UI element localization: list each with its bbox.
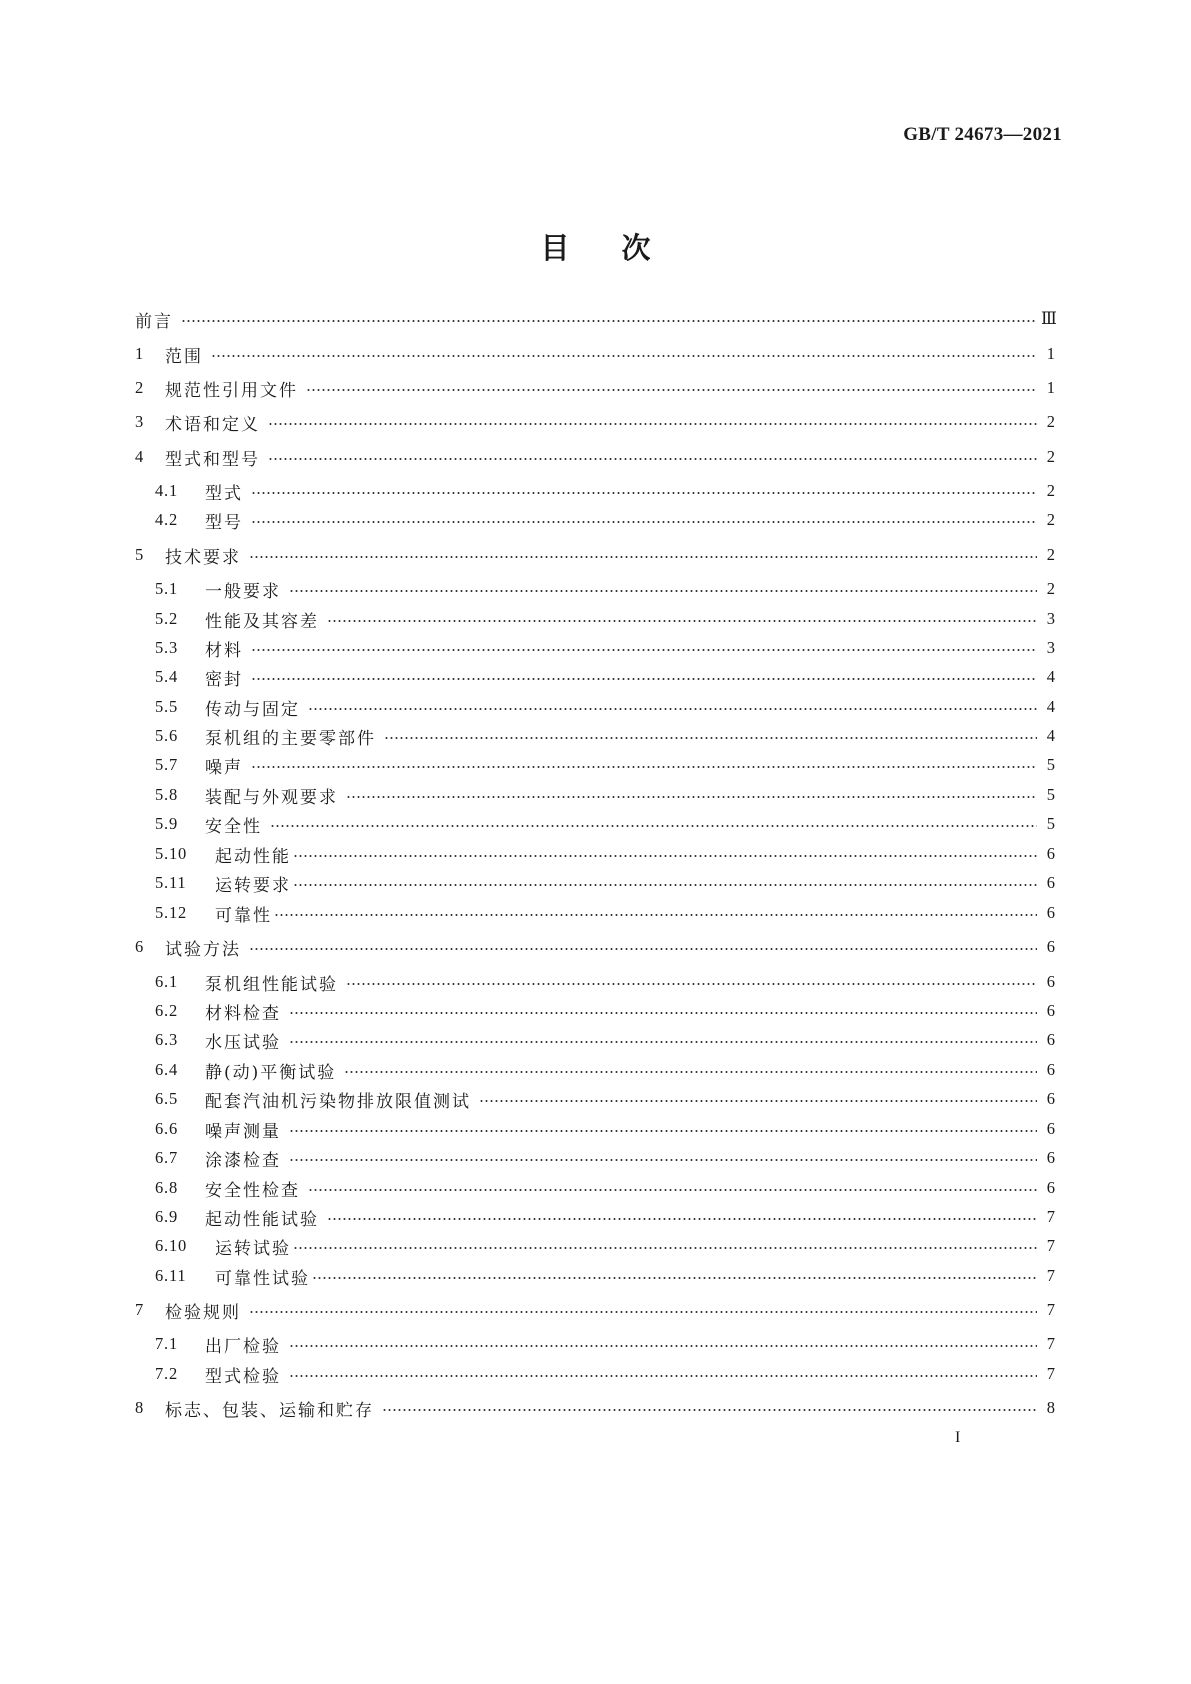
- dot-leader: [251, 649, 1037, 651]
- toc-entry-label: 一般要求: [205, 581, 281, 602]
- dot-leader: [249, 1311, 1037, 1313]
- toc-entry[interactable]: [155, 606, 1055, 632]
- toc-entry-number: 6.1: [155, 972, 179, 991]
- toc-entry-number: 3: [135, 412, 145, 431]
- toc-entry-number: 6.3: [155, 1030, 179, 1049]
- toc-entry-number: 7.2: [155, 1364, 179, 1383]
- toc-entry[interactable]: [155, 1233, 1055, 1259]
- toc-entry-label: 范围: [165, 346, 203, 367]
- dot-leader: [308, 708, 1037, 710]
- toc-entry[interactable]: [135, 341, 1055, 367]
- toc-entry[interactable]: [155, 900, 1055, 926]
- toc-entry-label: 泵机组性能试验: [205, 974, 338, 995]
- toc-entry-page: 6: [1046, 1001, 1055, 1020]
- dot-leader: [249, 948, 1037, 950]
- toc-entry-number: 5.4: [155, 667, 179, 686]
- toc-entry-number: 6.6: [155, 1119, 179, 1138]
- toc-entry-label: 起动性能试验: [205, 1209, 319, 1230]
- toc-entry[interactable]: [135, 375, 1055, 401]
- toc-entry[interactable]: [155, 635, 1055, 661]
- toc-entry[interactable]: [155, 478, 1055, 504]
- toc-entry-number: 5.8: [155, 785, 179, 804]
- toc-entry[interactable]: [155, 694, 1055, 720]
- toc-entry-number: 8: [135, 1398, 145, 1417]
- dot-leader: [289, 1012, 1037, 1014]
- toc-entry-label: 密封: [205, 669, 243, 690]
- toc-entry[interactable]: [155, 1263, 1055, 1289]
- toc-entry-number: 4.2: [155, 510, 179, 529]
- toc-entry-label: 术语和定义: [165, 414, 260, 435]
- toc-entry-label: 安全性检查: [205, 1180, 300, 1201]
- toc-entry-label: 传动与固定: [205, 699, 300, 720]
- toc-entry-page: Ⅲ: [1041, 309, 1057, 328]
- toc-entry[interactable]: [155, 752, 1055, 778]
- toc-entry-label: 型式和型号: [165, 449, 260, 470]
- toc-entry-number: 6.2: [155, 1001, 179, 1020]
- toc-entry[interactable]: [155, 1145, 1055, 1171]
- toc-entry-page: 5: [1046, 755, 1055, 774]
- toc-entry-label: 材料检查: [205, 1003, 281, 1024]
- dot-leader: [211, 355, 1037, 357]
- dot-leader: [293, 855, 1037, 857]
- toc-entry-label: 涂漆检查: [205, 1150, 281, 1171]
- toc-entry[interactable]: [155, 1116, 1055, 1142]
- toc-entry-number: 5.9: [155, 814, 179, 833]
- toc-entry[interactable]: [135, 306, 1055, 332]
- toc-entry-label: 噪声测量: [205, 1121, 281, 1142]
- dot-leader: [346, 983, 1037, 985]
- toc-entry-page: 8: [1046, 1398, 1055, 1417]
- dot-leader: [249, 556, 1037, 558]
- toc-title: 目次: [540, 231, 703, 265]
- toc-entry-number: 6.11: [155, 1266, 187, 1285]
- dot-leader: [346, 796, 1037, 798]
- toc-entry-label: 配套汽油机污染物排放限值测试: [205, 1091, 471, 1112]
- toc-entry-number: 6.8: [155, 1178, 179, 1197]
- dot-leader: [293, 884, 1037, 886]
- toc-entry-label: 前言: [135, 311, 173, 332]
- toc-entry-page: 7: [1046, 1300, 1055, 1319]
- toc-entry-number: 5.6: [155, 726, 179, 745]
- toc-entry[interactable]: [155, 969, 1055, 995]
- toc-entry-number: 4.1: [155, 481, 179, 500]
- toc-entry[interactable]: [135, 934, 1055, 960]
- toc-entry-page: 6: [1046, 873, 1055, 892]
- toc-entry-number: 5.7: [155, 755, 179, 774]
- toc-entry-label: 噪声: [205, 757, 243, 778]
- toc-entry[interactable]: [155, 998, 1055, 1024]
- toc-entry-label: 出厂检验: [205, 1336, 281, 1357]
- dot-leader: [308, 1189, 1037, 1191]
- toc-entry-page: 6: [1046, 1060, 1055, 1079]
- toc-entry-label: 检验规则: [165, 1302, 241, 1323]
- toc-entry-label: 型式检验: [205, 1366, 281, 1387]
- dot-leader: [251, 766, 1037, 768]
- toc-entry-label: 试验方法: [165, 939, 241, 960]
- standard-number: GB/T 24673—2021: [903, 124, 1062, 145]
- toc-entry-page: 5: [1046, 785, 1055, 804]
- dot-leader: [306, 389, 1037, 391]
- toc-entry-number: 5.2: [155, 609, 179, 628]
- dot-leader: [293, 1247, 1037, 1249]
- toc-entry-page: 2: [1046, 412, 1055, 431]
- dot-leader: [274, 914, 1037, 916]
- toc-entry-label: 可靠性: [215, 905, 272, 926]
- toc-entry-label: 静(动)平衡试验: [205, 1062, 337, 1083]
- toc-entry-number: 5.12: [155, 903, 188, 922]
- toc-entry-label: 水压试验: [205, 1032, 281, 1053]
- toc-entry-page: 6: [1046, 903, 1055, 922]
- toc-entry[interactable]: [155, 576, 1055, 602]
- toc-entry-page: 6: [1046, 1089, 1055, 1108]
- toc-entry[interactable]: [155, 1086, 1055, 1112]
- dot-leader: [251, 492, 1037, 494]
- toc-entry[interactable]: [155, 1361, 1055, 1387]
- toc-entry-page: 6: [1046, 972, 1055, 991]
- toc-entry-page: 1: [1046, 344, 1055, 363]
- dot-leader: [268, 423, 1037, 425]
- toc-entry-number: 5.10: [155, 844, 188, 863]
- toc-entry[interactable]: [155, 1331, 1055, 1357]
- toc-entry-label: 材料: [205, 640, 243, 661]
- toc-entry-number: 5.11: [155, 873, 187, 892]
- toc-entry-label: 规范性引用文件: [165, 380, 298, 401]
- toc-entry[interactable]: [135, 1297, 1055, 1323]
- toc-entry-number: 5.3: [155, 638, 179, 657]
- dot-leader: [327, 620, 1037, 622]
- toc-entry-number: 6.9: [155, 1207, 179, 1226]
- toc-entry-label: 性能及其容差: [205, 611, 319, 632]
- toc-entry-label: 安全性: [205, 816, 262, 837]
- dot-leader: [251, 521, 1037, 523]
- toc-entry-page: 2: [1046, 447, 1055, 466]
- dot-leader: [251, 678, 1037, 680]
- toc-entry[interactable]: [155, 870, 1055, 896]
- dot-leader: [327, 1218, 1037, 1220]
- toc-entry-number: 6.7: [155, 1148, 179, 1167]
- toc-entry-page: 7: [1046, 1236, 1055, 1255]
- toc-entry-page: 6: [1046, 844, 1055, 863]
- toc-entry-page: 7: [1046, 1266, 1055, 1285]
- toc-entry-page: 3: [1046, 638, 1055, 657]
- toc-entry-number: 5.5: [155, 697, 179, 716]
- toc-entry[interactable]: [155, 664, 1055, 690]
- toc-entry[interactable]: [135, 409, 1055, 435]
- toc-entry-label: 型号: [205, 512, 243, 533]
- dot-leader: [289, 1375, 1037, 1377]
- toc-entry[interactable]: [155, 1057, 1055, 1083]
- toc-entry-page: 6: [1046, 1119, 1055, 1138]
- dot-leader: [268, 458, 1037, 460]
- dot-leader: [289, 1159, 1037, 1161]
- dot-leader: [289, 590, 1037, 592]
- toc-entry-label: 技术要求: [165, 547, 241, 568]
- dot-leader: [270, 825, 1037, 827]
- toc-entry[interactable]: [155, 1175, 1055, 1201]
- toc-entry-number: 4: [135, 447, 145, 466]
- toc-entry-number: 6.4: [155, 1060, 179, 1079]
- toc-entry-page: 2: [1046, 510, 1055, 529]
- toc-entry-label: 可靠性试验: [215, 1268, 310, 1289]
- toc-entry-page: 6: [1046, 1148, 1055, 1167]
- toc-entry-number: 7: [135, 1300, 145, 1319]
- toc-entry-page: 2: [1046, 545, 1055, 564]
- toc-entry-page: 7: [1046, 1207, 1055, 1226]
- toc-entry-label: 泵机组的主要零部件: [205, 728, 376, 749]
- toc-entry-label: 装配与外观要求: [205, 787, 338, 808]
- toc-entry-page: 7: [1046, 1364, 1055, 1383]
- toc-entry[interactable]: [155, 1204, 1055, 1230]
- toc-entry-number: 6: [135, 937, 145, 956]
- toc-entry-page: 1: [1046, 378, 1055, 397]
- toc-entry[interactable]: [155, 841, 1055, 867]
- toc-entry[interactable]: [155, 507, 1055, 533]
- toc-entry[interactable]: [155, 811, 1055, 837]
- toc-entry-number: 7.1: [155, 1334, 179, 1353]
- toc-entry-label: 起动性能: [215, 846, 291, 867]
- toc-entry-label: 运转试验: [215, 1238, 291, 1259]
- toc-entry[interactable]: [135, 1395, 1055, 1421]
- toc-entry-page: 7: [1046, 1334, 1055, 1353]
- dot-leader: [344, 1071, 1037, 1073]
- toc-entry-number: 5: [135, 545, 145, 564]
- toc-entry-label: 型式: [205, 483, 243, 504]
- dot-leader: [289, 1130, 1037, 1132]
- toc-entry-number: 1: [135, 344, 145, 363]
- toc-entry-page: 4: [1046, 667, 1055, 686]
- toc-entry[interactable]: [135, 444, 1055, 470]
- toc-entry-page: 5: [1046, 814, 1055, 833]
- toc-entry[interactable]: [155, 723, 1055, 749]
- dot-leader: [382, 1409, 1037, 1411]
- page-number: I: [955, 1429, 961, 1446]
- toc-entry[interactable]: [155, 1027, 1055, 1053]
- toc-entry-number: 6.5: [155, 1089, 179, 1108]
- toc-entry-number: 5.1: [155, 579, 179, 598]
- toc-entry-page: 6: [1046, 1030, 1055, 1049]
- toc-entry-page: 4: [1046, 697, 1055, 716]
- dot-leader: [312, 1277, 1037, 1279]
- toc-entry-number: 2: [135, 378, 145, 397]
- toc-entry[interactable]: [155, 782, 1055, 808]
- toc-entry[interactable]: [135, 542, 1055, 568]
- toc-entry-label: 运转要求: [215, 875, 291, 896]
- dot-leader: [181, 320, 1037, 322]
- dot-leader: [384, 737, 1037, 739]
- toc-entry-number: 6.10: [155, 1236, 188, 1255]
- toc-entry-page: 2: [1046, 481, 1055, 500]
- toc-entry-page: 3: [1046, 609, 1055, 628]
- dot-leader: [289, 1345, 1037, 1347]
- toc-entry-page: 2: [1046, 579, 1055, 598]
- dot-leader: [479, 1100, 1037, 1102]
- toc-entry-label: 标志、包装、运输和贮存: [165, 1400, 374, 1421]
- toc-entry-page: 4: [1046, 726, 1055, 745]
- dot-leader: [289, 1041, 1037, 1043]
- toc-entry-page: 6: [1046, 937, 1055, 956]
- toc-entry-page: 6: [1046, 1178, 1055, 1197]
